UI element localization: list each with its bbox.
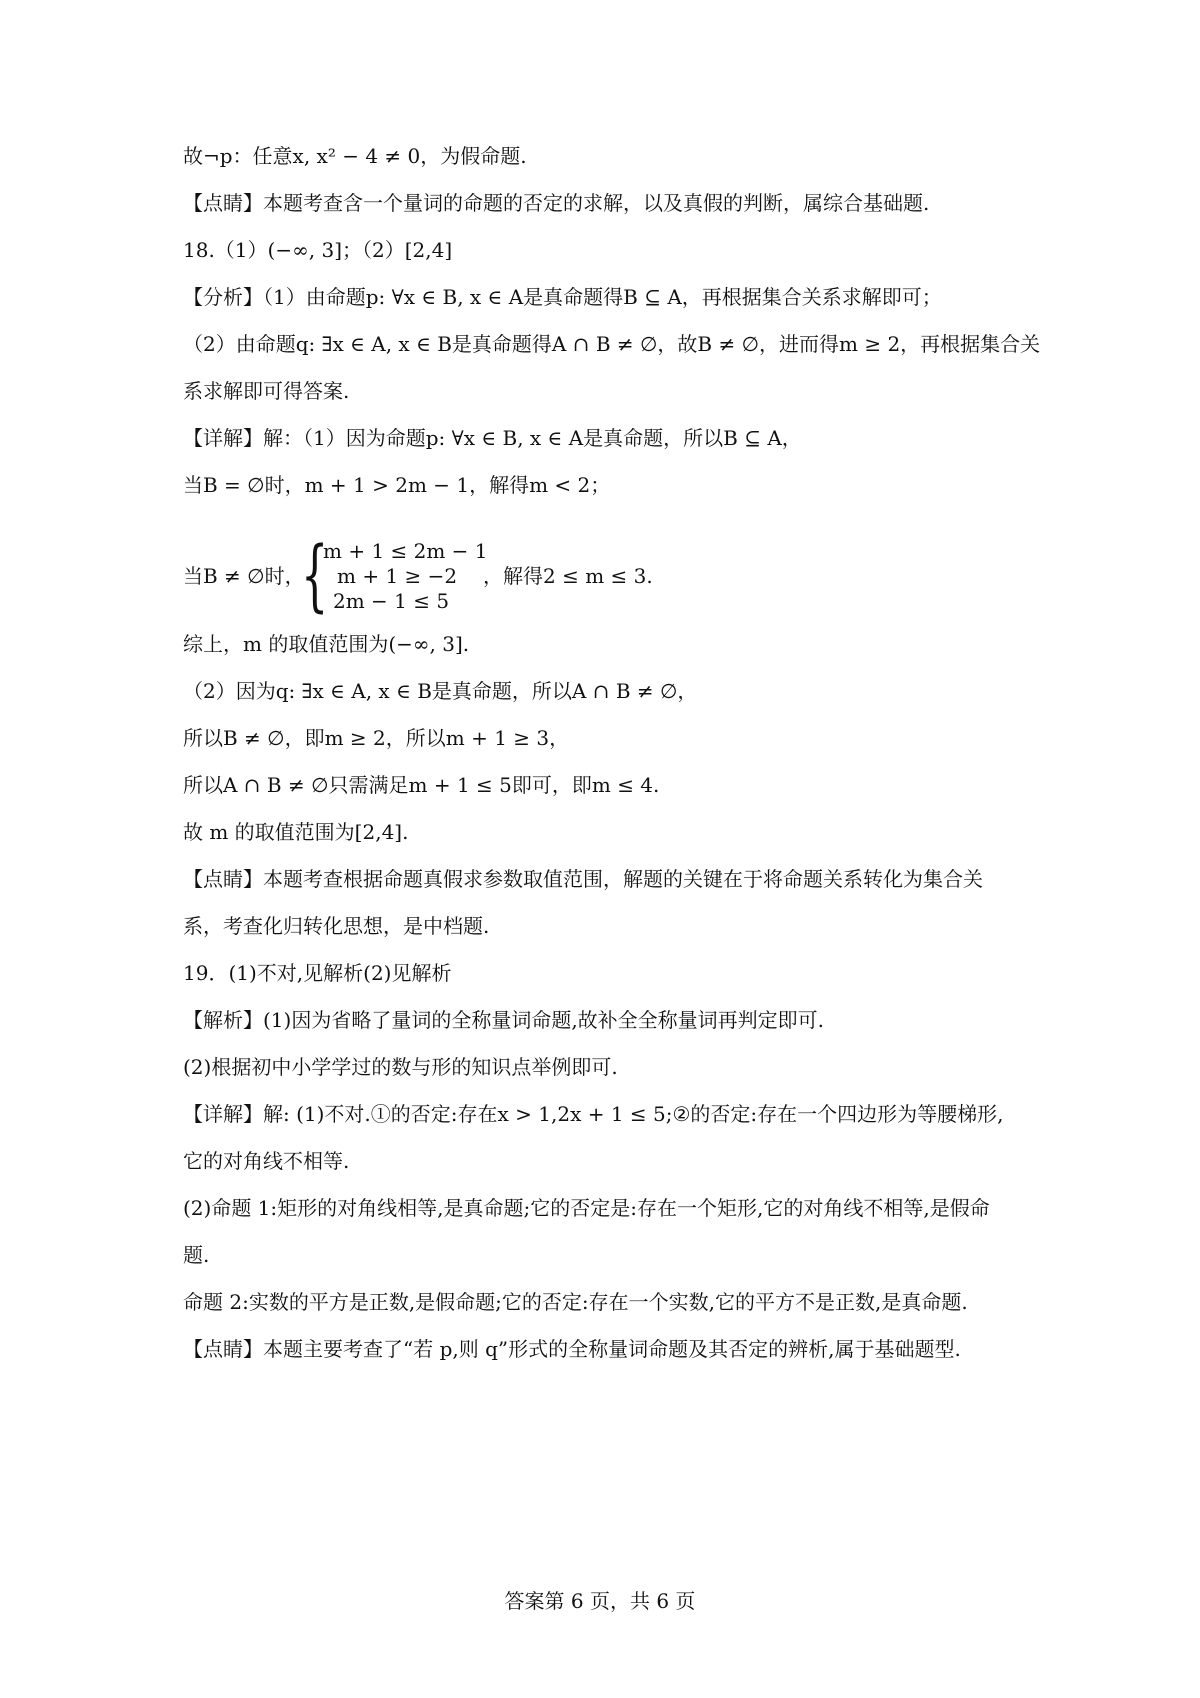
- text-line: 【详解】解: (1)不对.①的否定:存在x > 1,2x + 1 ≤ 5;②的否定:存在一个四边形为等腰梯形,: [183, 1102, 1004, 1126]
- system-lead: 当B ≠ ∅时，: [183, 564, 305, 588]
- text-line: 故 m 的取值范围为[2,4].: [183, 820, 409, 844]
- inequality-row: 2m − 1 ≤ 5: [333, 589, 450, 613]
- text-line: 命题 2:实数的平方是正数,是假命题;它的否定:存在一个实数,它的平方不是正数,是真命题.: [183, 1290, 968, 1314]
- inequality-row: m + 1 ≥ −2: [337, 564, 458, 588]
- text-line: 所以B ≠ ∅，即m ≥ 2，所以m + 1 ≥ 3，: [183, 726, 570, 750]
- text-line: （2）因为q: ∃x ∈ A, x ∈ B是真命题，所以A ∩ B ≠ ∅，: [183, 679, 698, 703]
- text-line: （2）由命题q: ∃x ∈ A, x ∈ B是真命题得A ∩ B ≠ ∅，故B ≠ ∅，进而得m ≥ 2，再根据集合关: [183, 332, 1041, 356]
- page-footer: 答案第 6 页，共 6 页: [504, 1589, 696, 1613]
- text-line: 【点睛】本题考查含一个量词的命题的否定的求解，以及真假的判断，属综合基础题.: [183, 191, 930, 215]
- text-line: 系，考查化归转化思想，是中档题.: [183, 914, 490, 938]
- text-line: 故¬p：任意x, x² − 4 ≠ 0，为假命题.: [183, 144, 527, 168]
- text-line: 【详解】解：（1）因为命题p: ∀x ∈ B, x ∈ A是真命题，所以B ⊆ A，: [183, 426, 802, 450]
- text-line: 【分析】（1）由命题p: ∀x ∈ B, x ∈ A是真命题得B ⊆ A，再根据集合关系求解即可；: [183, 285, 942, 309]
- text-line: (2)根据初中小学学过的数与形的知识点举例即可.: [183, 1055, 618, 1079]
- text-line: 它的对角线不相等.: [183, 1149, 350, 1173]
- text-line: 【点睛】本题主要考查了“若 p,则 q”形式的全称量词命题及其否定的辨析,属于基础题型.: [183, 1337, 961, 1361]
- text-line: 当B = ∅时，m + 1 > 2m − 1，解得m < 2；: [183, 473, 611, 497]
- text-line: 系求解即可得答案.: [183, 379, 350, 403]
- text-line: 【解析】(1)因为省略了量词的全称量词命题,故补全全称量词再判定即可.: [183, 1008, 825, 1032]
- text-line: 所以A ∩ B ≠ ∅只需满足m + 1 ≤ 5即可，即m ≤ 4.: [183, 773, 660, 797]
- text-line: 综上，m 的取值范围为(−∞, 3].: [183, 632, 470, 656]
- text-line: (2)命题 1:矩形的对角线相等,是真命题;它的否定是:存在一个矩形,它的对角线不相等,是假命: [183, 1196, 990, 1220]
- text-line: 【点睛】本题考查根据命题真假求参数取值范围，解题的关键在于将命题关系转化为集合关: [183, 867, 983, 891]
- question-18-answer: 18.（1）(−∞, 3]；（2）[2,4]: [183, 238, 453, 262]
- left-brace: {: [301, 531, 329, 621]
- inequality-row: m + 1 ≤ 2m − 1: [323, 539, 488, 563]
- system-solution: ，解得2 ≤ m ≤ 3.: [483, 564, 653, 588]
- question-19-answer: 19．(1)不对,见解析(2)见解析: [183, 961, 452, 985]
- text-line: 题.: [183, 1243, 210, 1267]
- inequality-system: [183, 531, 883, 621]
